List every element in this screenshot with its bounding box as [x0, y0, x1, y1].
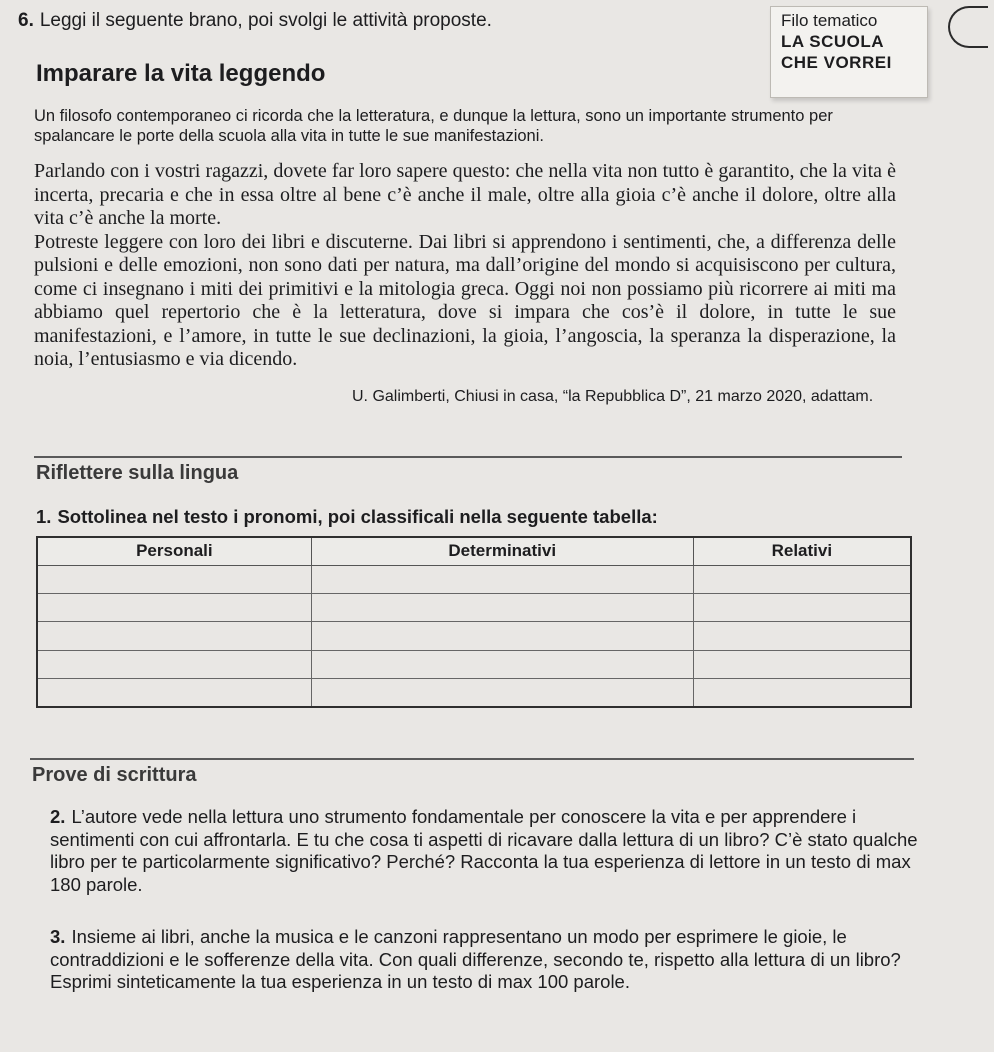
table-header-determinativi: Determinativi: [311, 537, 693, 565]
table-header-row: [37, 537, 911, 565]
table-cell[interactable]: [693, 565, 911, 593]
task-1-text: Sottolinea nel testo i pronomi, poi classificali nella seguente tabella:: [57, 506, 658, 527]
table-row: [37, 679, 911, 707]
task-3-number: 3.: [50, 926, 66, 947]
theme-title-line1: LA SCUOLA: [781, 32, 885, 51]
table-header-relativi: Relativi: [693, 537, 911, 565]
table-row: [37, 650, 911, 678]
table-cell[interactable]: [693, 593, 911, 621]
table-cell[interactable]: [693, 679, 911, 707]
table-cell[interactable]: [693, 622, 911, 650]
table-cell[interactable]: [37, 565, 311, 593]
table-cell[interactable]: [311, 622, 693, 650]
theme-title-line2: CHE VORREI: [781, 53, 892, 72]
table-cell[interactable]: [311, 565, 693, 593]
reading-title: Imparare la vita leggendo: [36, 60, 326, 87]
task-3: [50, 926, 930, 994]
exercise-instruction: Leggi il seguente brano, poi svolgi le attività proposte.: [39, 10, 492, 31]
task-2-number: 2.: [50, 806, 66, 827]
table-row: [37, 622, 911, 650]
task-1-number: 1.: [36, 506, 52, 527]
section-heading-scrittura: Prove di scrittura: [32, 764, 197, 786]
table-row: [37, 593, 911, 621]
table-cell[interactable]: [37, 622, 311, 650]
theme-label: Filo tematico: [781, 11, 878, 30]
section-divider: [30, 758, 914, 760]
theme-box: [770, 6, 928, 98]
section-heading-lingua: Riflettere sulla lingua: [36, 462, 239, 484]
reading-intro: Un filosofo contemporaneo ci ricorda che la letteratura, e dunque la lettura, sono un importante strumento per spalancare le porte della scuola alla vita in tutte le sue manifestazioni.: [34, 107, 833, 145]
table-cell[interactable]: [37, 650, 311, 678]
section-divider: [34, 456, 902, 458]
task-2-text: L’autore vede nella lettura uno strumento fondamentale per conoscere la vita e per apprendere i sentimenti con cui affrontarla. E tu che cosa ti aspetti di ricavare dalla lettura di un libro? C’è stato qualche libro per te particolarmente significativo? Perché? Racconta la tua esperienza di lettore in un testo di max 180 parole.: [50, 806, 918, 895]
task-2: [50, 806, 930, 896]
pronoun-table: [36, 536, 912, 708]
body-paragraph-2: Potreste leggere con loro dei libri e discuterne. Dai libri si apprendono i sentimenti, che, a differenza delle pulsioni e delle emozioni, non sono dati per natura, ma dall’origine del mondo si acquisiscono per cultura, come ci insegnano i miti dei primitivi e la mitologia greca. Oggi noi non possiamo più ricorrere ai miti ma abbiamo quel repertorio che è la letteratura, dove si impara che cos’è il dolore, in tutte le sue manifestazioni, e l’amore, in tutte le sue declinazioni, la gioia, l’angoscia, la speranza la disperazione, la noia, l’entusiasmo e via dicendo.: [34, 230, 896, 370]
exercise-number: 6.: [18, 10, 34, 31]
table-cell[interactable]: [693, 650, 911, 678]
table-row: [37, 565, 911, 593]
table-cell[interactable]: [37, 679, 311, 707]
source-publication: “la Repubblica D”, 21 marzo 2020, adattam.: [562, 388, 874, 405]
exercise-header: [18, 10, 492, 32]
source-author: U. Galimberti, Chiusi in casa,: [352, 388, 559, 405]
reading-body: [34, 160, 896, 372]
task-1: [36, 505, 658, 528]
binder-ring-icon: [948, 6, 988, 48]
body-paragraph-1: Parlando con i vostri ragazzi, dovete far loro sapere questo: che nella vita non tutto è garantito, che la vita è incerta, precaria e che in essa oltre al bene c’è anche il male, oltre alla gioia c’è anche il dolore, oltre alla vita c’è anche la morte.: [34, 160, 896, 229]
table-cell[interactable]: [311, 679, 693, 707]
table-header-personali: Personali: [37, 537, 311, 565]
table-cell[interactable]: [311, 593, 693, 621]
table-cell[interactable]: [37, 593, 311, 621]
table-cell[interactable]: [311, 650, 693, 678]
task-3-text: Insieme ai libri, anche la musica e le canzoni rappresentano un modo per esprimere le gioie, le contraddizioni e le sofferenze della vita. Con quali differenze, secondo te, rispetto alla lettura di un libro? Esprimi sinteticamente la tua esperienza in un testo di max 100 parole.: [50, 926, 901, 992]
source-citation: [352, 388, 873, 406]
